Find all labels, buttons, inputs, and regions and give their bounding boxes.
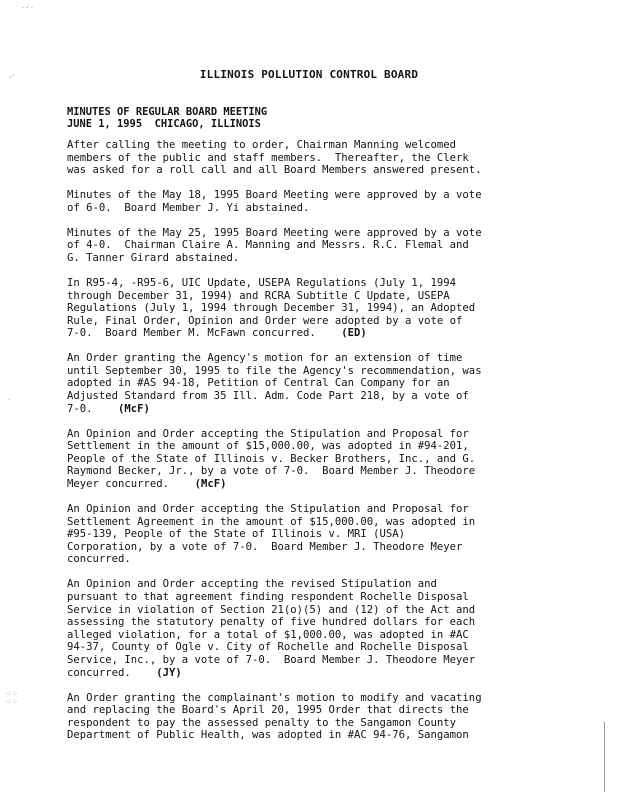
paragraph-line: Corporation, by a vote of 7-0. Board Member J. Theodore Meyer: [67, 540, 463, 553]
paragraph-line: and replacing the Board's April 20, 1995 Order that directs the: [67, 704, 469, 717]
paragraph-line: An Opinion and Order accepting the revised Stipulation and: [67, 578, 437, 591]
paragraph-line: concurred.: [67, 666, 157, 679]
paragraph-line: 94-37, County of Ogle v. City of Rochelle and Rochelle Disposal: [67, 641, 469, 654]
paragraph-line: #95-139, People of the State of Illinois v. MRI (USA): [67, 528, 406, 541]
paragraph-line: Meyer concurred.: [67, 478, 195, 491]
paragraph-line: Service, Inc., by a vote of 7-0. Board Member J. Theodore Meyer: [67, 653, 476, 666]
paragraph-line: After calling the meeting to order, Chairman Manning welcomed: [67, 139, 457, 151]
minutes-paragraph: [67, 352, 557, 415]
minutes-paragraph: [67, 139, 557, 177]
paragraph-line: of 4-0. Chairman Claire A. Manning and Messrs. R.C. Flemal and: [67, 239, 469, 252]
paragraph-line: adopted in #AS 94-18, Petition of Central Can Company for an: [67, 377, 450, 390]
paragraph-line: 7-0. Board Member M. McFawn concurred.: [67, 327, 342, 340]
minutes-paragraph: [67, 578, 557, 679]
paragraph-line: Minutes of the May 25, 1995 Board Meeting were approved by a vote: [67, 226, 482, 239]
paragraph-line: Raymond Becker, Jr., by a vote of 7-0. Board Member J. Theodore: [67, 465, 476, 478]
paragraph-line: alleged violation, for a total of $1,000.00, was adopted in #AC: [67, 628, 469, 641]
minutes-paragraph: [67, 428, 557, 491]
scan-speck: ·: [8, 396, 11, 404]
board-title: ILLINOIS POLLUTION CONTROL BOARD: [199, 68, 419, 81]
paragraph-line: members of the public and staff members. Thereafter, the Clerk: [67, 151, 469, 164]
paragraph-line: People of the State of Illinois v. Becker Brothers, Inc., and G.: [67, 452, 476, 465]
minutes-paragraph: [67, 227, 557, 265]
meeting-heading-line: MINUTES OF REGULAR BOARD MEETING: [67, 106, 268, 118]
minutes-paragraph: [67, 503, 557, 566]
meeting-heading-line: JUNE 1, 1995 CHICAGO, ILLINOIS: [67, 118, 261, 130]
paragraph-line: G. Tanner Girard abstained.: [67, 251, 240, 264]
scan-edge-line: [604, 722, 605, 792]
minutes-paragraph: [67, 189, 557, 214]
staff-initials-marker: (ED): [341, 327, 367, 340]
paragraph-line: An Opinion and Order accepting the Stipulation and Proposal for: [67, 503, 469, 515]
paragraph-line: concurred.: [67, 553, 131, 566]
paragraph-line: Regulations (July 1, 1994 through December 31, 1994), an Adopted: [67, 302, 476, 315]
paragraph-line: of 6-0. Board Member J. Yi abstained.: [67, 201, 310, 214]
paragraph-line: through December 31, 1994) and RCRA Subtitle C Update, USEPA: [67, 289, 450, 302]
minutes-body: [67, 139, 557, 754]
scan-speck: · · ·: [22, 4, 34, 12]
paragraph-line: respondent to pay the assessed penalty to the Sangamon County: [67, 716, 457, 729]
paragraph-line: An Order granting the complainant's motion to modify and vacating: [67, 691, 482, 704]
paragraph-line: was asked for a roll call and all Board Members answered present.: [67, 164, 482, 177]
minutes-paragraph: [67, 277, 557, 340]
paragraph-line: Department of Public Health, was adopted in #AC 94-76, Sangamon: [67, 729, 469, 742]
paragraph-line: Service in violation of Section 21(o)(5) and (12) of the Act and: [67, 603, 476, 616]
minutes-paragraph: [67, 692, 557, 742]
paragraph-line: 7-0.: [67, 402, 119, 415]
staff-initials-marker: (JY): [156, 666, 182, 679]
paragraph-line: Rule, Final Order, Opinion and Order were adopted by a vote of: [67, 314, 463, 327]
paragraph-line: Settlement in the amount of $15,000.00, was adopted in #94-201,: [67, 440, 469, 453]
paragraph-line: assessing the statutory penalty of five hundred dollars for each: [67, 616, 476, 629]
scan-speck: ◦ʾ: [8, 74, 15, 82]
paragraph-line: An Opinion and Order accepting the Stipulation and Proposal for: [67, 427, 469, 440]
paragraph-line: Adjusted Standard from 35 Ill. Adm. Code Part 218, by a vote of: [67, 390, 469, 403]
paragraph-line: In R95-4, -R95-6, UIC Update, USEPA Regulations (July 1, 1994: [67, 276, 457, 289]
meeting-heading: [67, 106, 267, 130]
staff-initials-marker: (McF): [194, 478, 227, 491]
staff-initials-marker: (McF): [118, 402, 150, 415]
paragraph-line: Minutes of the May 18, 1995 Board Meeting were approved by a vote: [67, 189, 482, 202]
paragraph-line: An Order granting the Agency's motion for an extension of time: [67, 352, 463, 365]
paragraph-line: until September 30, 1995 to file the Agency's recommendation, was: [67, 364, 482, 377]
paragraph-line: Settlement Agreement in the amount of $15,000.00, was adopted in: [67, 515, 476, 528]
paragraph-line: pursuant to that agreement finding respondent Rochelle Disposal: [67, 590, 469, 603]
scan-speck: ⁘⁘ ⁘⁘: [6, 690, 18, 706]
